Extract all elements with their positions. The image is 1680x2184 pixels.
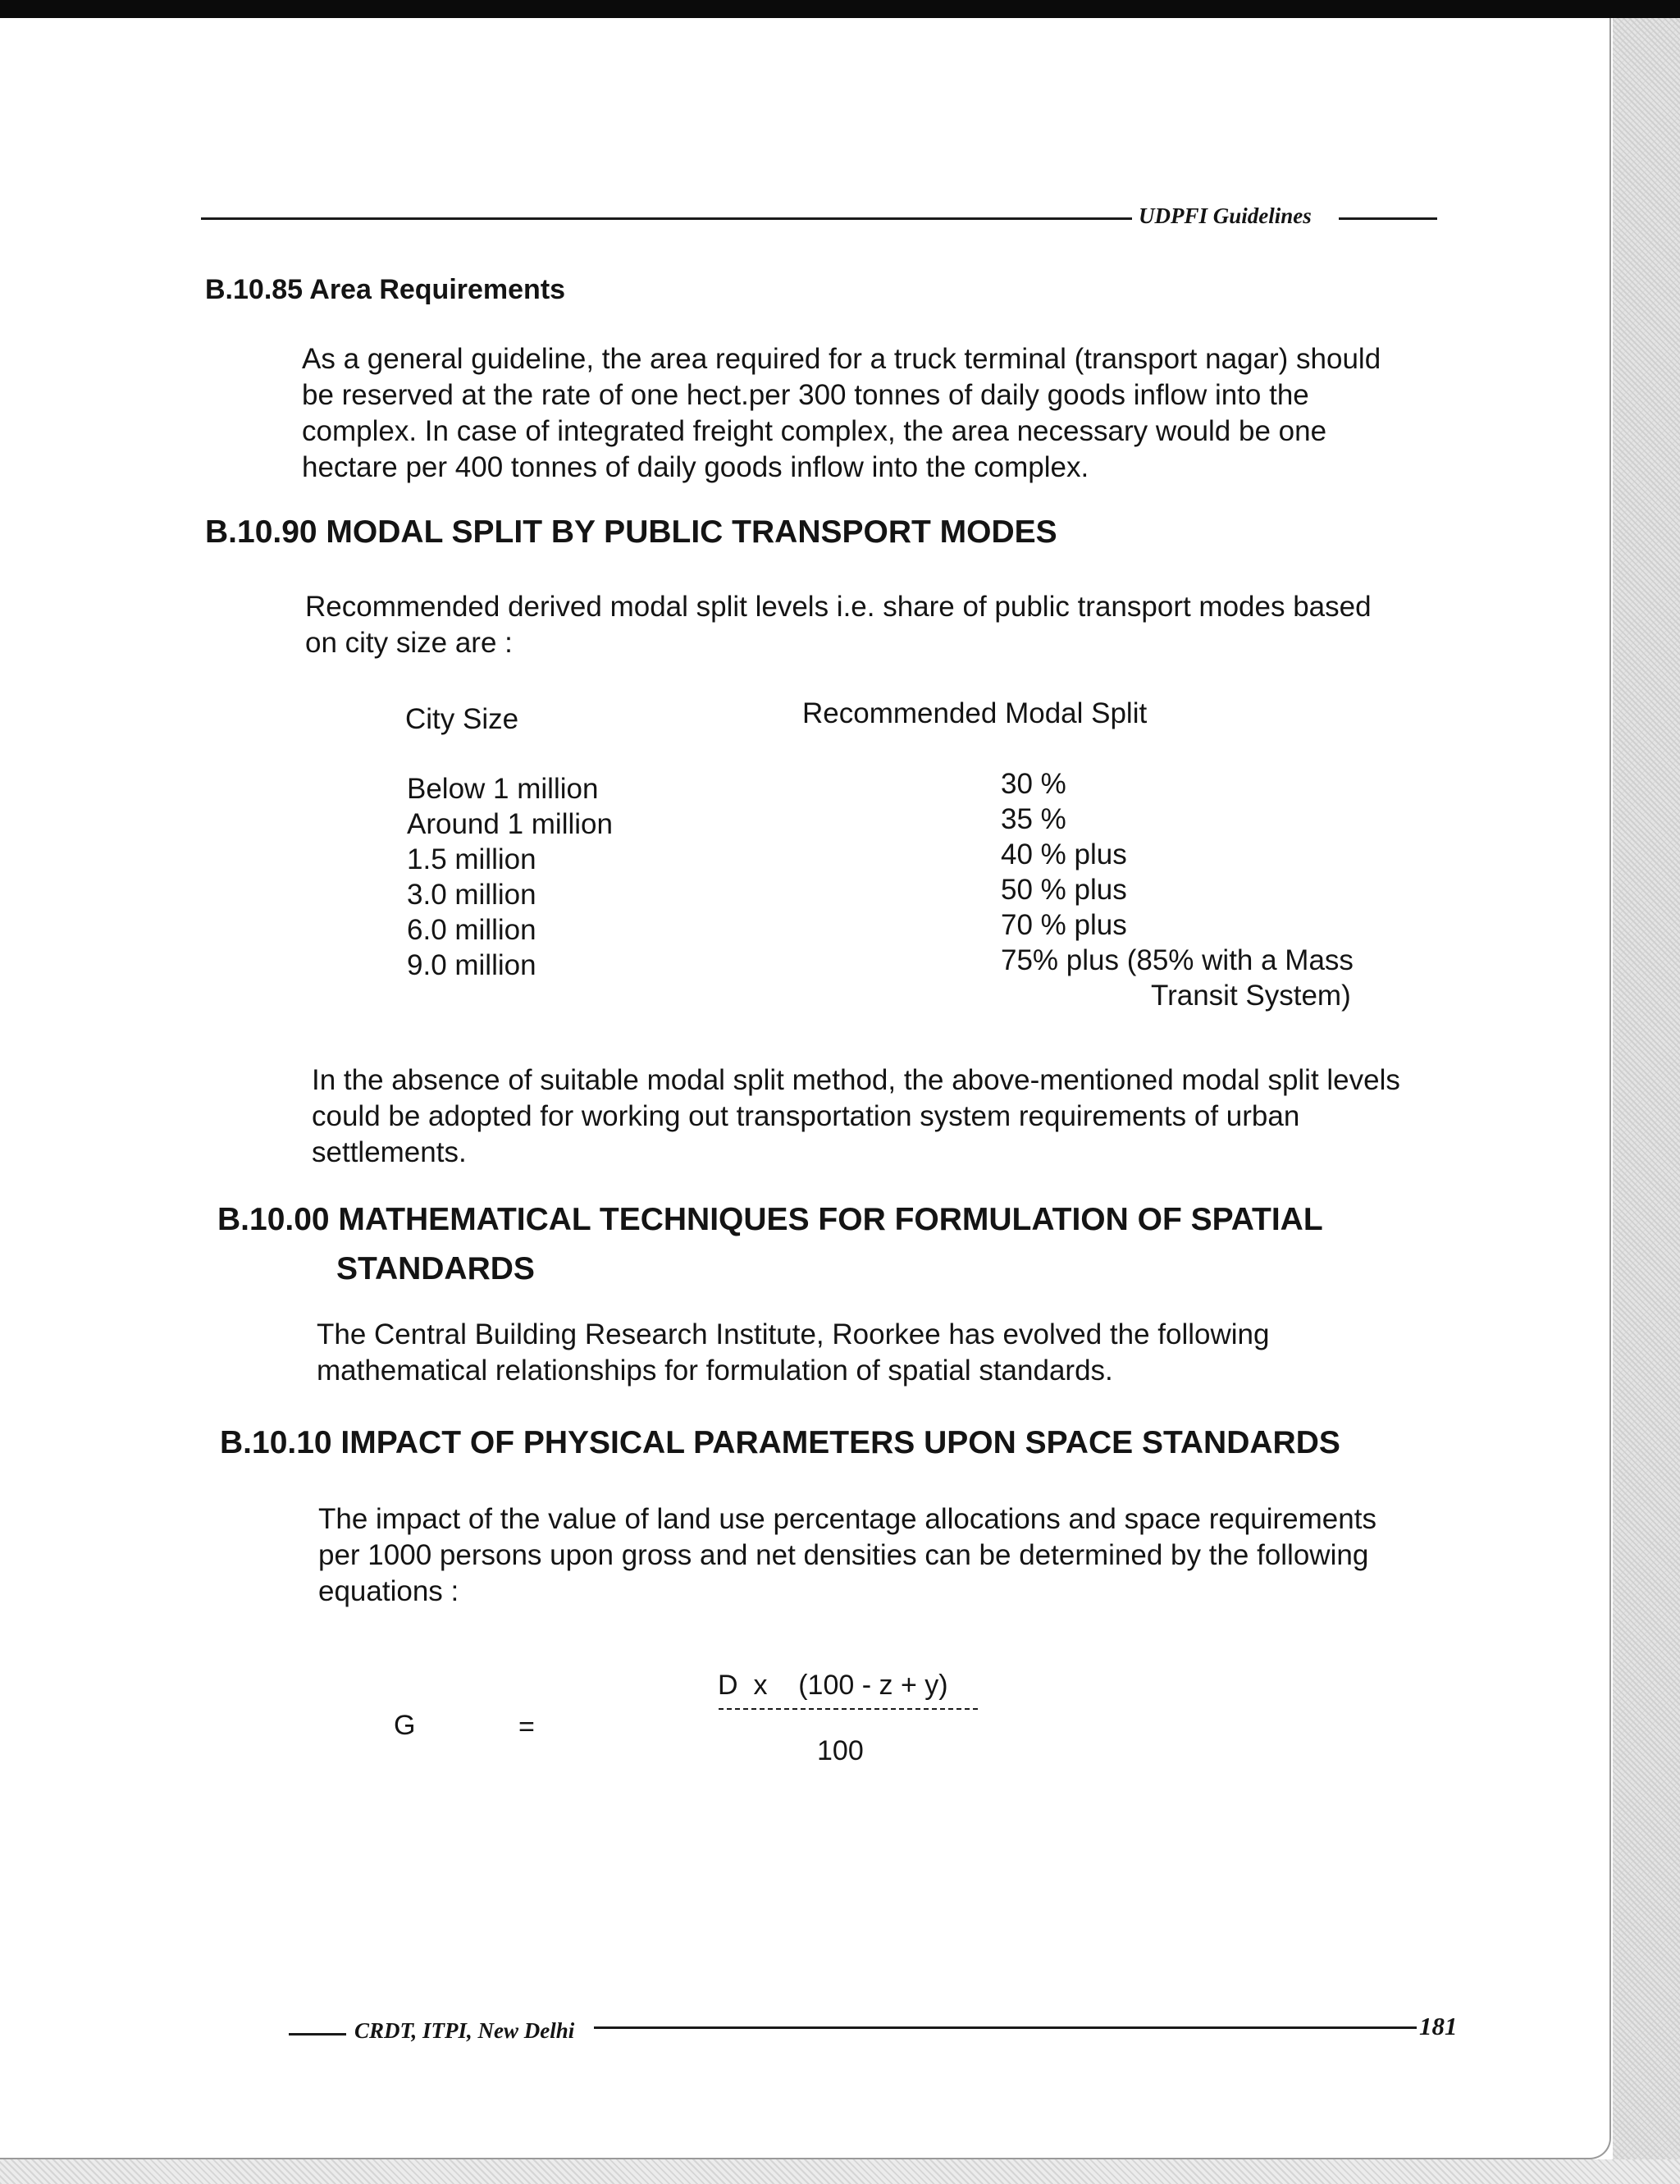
footer-rule-left [289,2033,346,2036]
paragraph-line: As a general guideline, the area required for a truck terminal (transport nagar) should [302,343,1381,375]
table-cell-split: 75% plus (85% with a Mass [1001,944,1354,976]
paragraph-line: In the absence of suitable modal split method, the above-mentioned modal split levels [312,1064,1400,1096]
modal-split-conclusion [312,1062,1448,1171]
page-number: 181 [1419,2012,1458,2040]
paragraph-line: Recommended derived modal split levels i.e. share of public transport modes based [305,591,1372,623]
table-cell-split-continuation: Transit System) [1151,980,1351,1012]
equation-lhs: G [394,1710,416,1741]
scan-bottom-edge [0,2159,1680,2184]
column-header-city-size: City Size [405,703,519,735]
equation-equals-sign: = [518,1711,535,1743]
equation-numerator: D x (100 - z + y) [718,1670,948,1701]
header-rule-left [201,217,1132,220]
table-cell-city: 1.5 million [407,843,536,875]
section-heading-modal-split: B.10.90 MODAL SPLIT BY PUBLIC TRANSPORT MODES [205,514,1057,550]
mathematical-techniques-paragraph [317,1317,1453,1389]
paragraph-line: settlements. [312,1136,467,1168]
section-heading-area-requirements: B.10.85 Area Requirements [205,274,566,305]
impact-paragraph [318,1501,1454,1610]
paragraph-line: complex. In case of integrated freight complex, the area necessary would be one [302,415,1327,447]
table-cell-split: 35 % [1001,803,1066,835]
section-heading-impact-physical-parameters: B.10.10 IMPACT OF PHYSICAL PARAMETERS UPON SPACE STANDARDS [220,1425,1340,1460]
modal-split-column [1001,766,1354,1013]
modal-split-intro [305,589,1442,661]
table-cell-city: 6.0 million [407,914,536,946]
paragraph-line: The Central Building Research Institute, Roorkee has evolved the following [317,1318,1270,1350]
footer-publisher: CRDT, ITPI, New Delhi [354,2018,575,2043]
paragraph-line: equations : [318,1575,459,1607]
paragraph-line: The impact of the value of land use percentage allocations and space requirements [318,1503,1376,1535]
paragraph-line: be reserved at the rate of one hect.per 300 tonnes of daily goods inflow into the [302,379,1309,411]
section-heading-mathematical-techniques: B.10.00 MATHEMATICAL TECHNIQUES FOR FORMULATION OF SPATIAL [217,1202,1323,1237]
table-cell-city: 9.0 million [407,949,536,981]
table-cell-split: 40 % plus [1001,838,1127,870]
table-cell-city: Below 1 million [407,773,599,805]
running-header: UDPFI Guidelines [1139,203,1312,228]
table-cell-split: 30 % [1001,768,1066,800]
scan-top-border [0,0,1680,18]
paragraph-line: could be adopted for working out transportation system requirements of urban [312,1100,1300,1132]
table-cell-city: 3.0 million [407,879,536,911]
footer-rule-right [594,2026,1417,2029]
equation-fraction-bar [719,1708,978,1710]
paragraph-line: mathematical relationships for formulation of spatial standards. [317,1355,1113,1387]
column-header-modal-split: Recommended Modal Split [802,697,1148,729]
section-heading-mathematical-techniques-cont: STANDARDS [336,1251,535,1286]
table-cell-city: Around 1 million [407,808,613,840]
document-page [0,18,1611,2159]
paragraph-line: on city size are : [305,627,513,659]
table-cell-split: 50 % plus [1001,874,1127,906]
area-requirements-paragraph [302,341,1442,486]
table-cell-split: 70 % plus [1001,909,1127,941]
paragraph-line: per 1000 persons upon gross and net densities can be determined by the following [318,1539,1369,1571]
header-rule-right [1339,217,1437,220]
paragraph-line: hectare per 400 tonnes of daily goods inflow into the complex. [302,451,1089,483]
equation-denominator: 100 [817,1735,864,1766]
city-size-column [407,771,613,983]
scan-right-edge [1613,18,1680,2184]
